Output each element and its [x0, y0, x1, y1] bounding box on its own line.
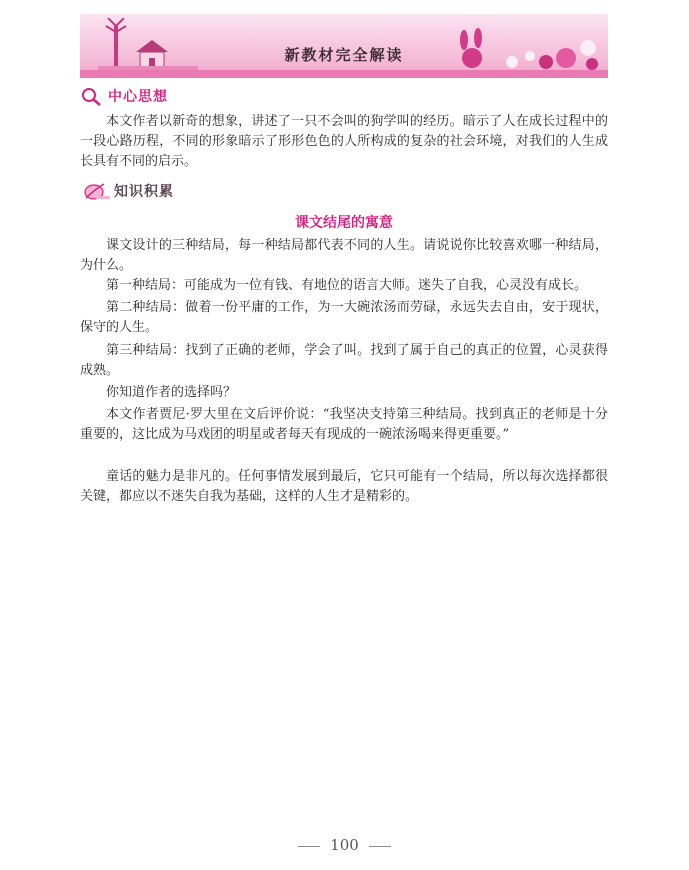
knowledge-paragraph: 第一种结局：可能成为一位有钱、有地位的语言大师。迷失了自我，心灵没有成长。 [106, 278, 588, 293]
page-number-dash-left [298, 846, 320, 847]
central-idea-text: 本文作者以新奇的想象，讲述了一只不会叫的狗学叫的经历。暗示了人在成长过程中的一段心路历程，不同的形象暗示了形形色色的人所构成的复杂的社会环境，对我们的人生成长具有不同的启示。 [80, 114, 608, 169]
knowledge-paragraph: 童话的魅力是非凡的。任何事情发展到最后，它只可能有一个结局，所以每次选择都很关键，都应以不迷失自我为基础，这样的人生才是精彩的。 [80, 469, 608, 504]
header-strip [80, 70, 608, 78]
page-number-value: 100 [330, 836, 359, 854]
knowledge-heading [82, 180, 174, 202]
knowledge-paragraph: 课文设计的三种结局，每一种结局都代表不同的人生。请说说你比较喜欢哪一种结局，为什么。 [80, 238, 608, 273]
leaf-icon [82, 180, 110, 202]
header-banner [80, 14, 608, 78]
knowledge-paragraph: 第三种结局：找到了正确的老师，学会了叫。找到了属于自己的真正的位置，心灵获得成熟。 [80, 343, 608, 378]
knowledge-paragraph: 第二种结局：做着一份平庸的工作，为一大碗浓汤而劳碌，永远失去自由，安于现状，保守的人生。 [80, 300, 608, 335]
knowledge-label: 知识积累 [114, 184, 174, 200]
magnifier-icon [80, 86, 104, 106]
central-idea-heading [80, 86, 168, 106]
header-title: 新教材完全解读 [284, 46, 404, 64]
page-number-dash-right [369, 846, 391, 847]
page-number [0, 836, 689, 854]
knowledge-subtitle: 课文结尾的寓意 [295, 215, 393, 231]
knowledge-paragraph: 你知道作者的选择吗？ [106, 385, 237, 400]
central-idea-label: 中心思想 [108, 89, 168, 105]
knowledge-paragraph: 本文作者贾尼·罗大里在文后评价说：“我坚决支持第三种结局。找到真正的老师是十分重要的，这比成为马戏团的明星或者每天有现成的一碗浓汤喝来得更重要。” [80, 407, 608, 442]
